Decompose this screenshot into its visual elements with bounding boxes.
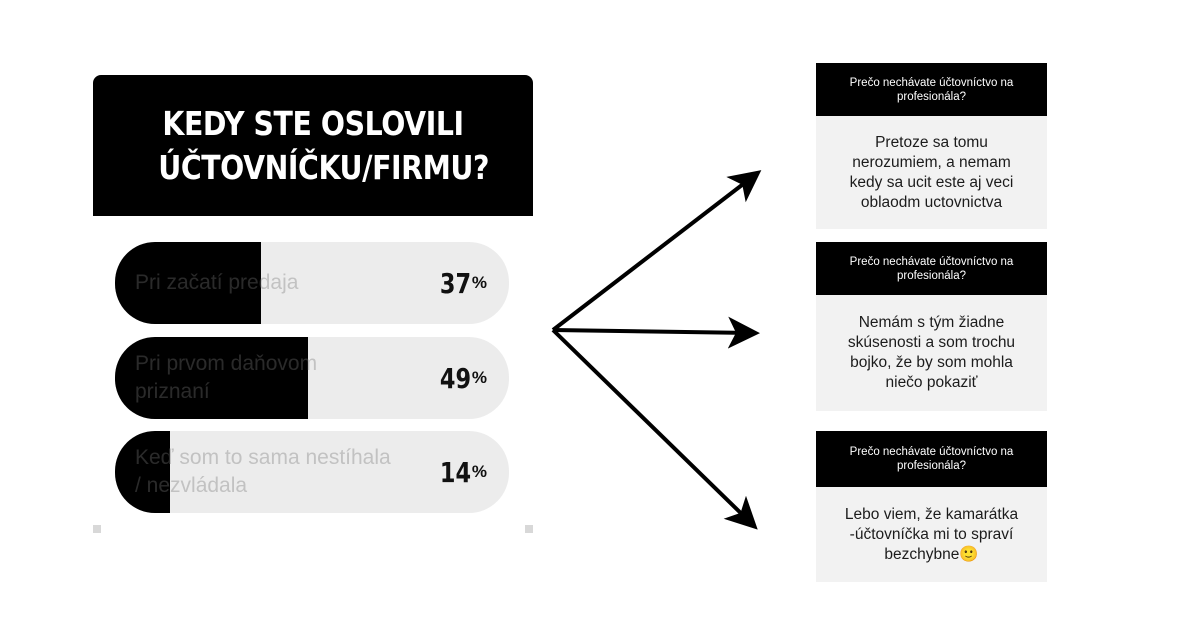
poll-title: KEDY STE OSLOVILI ÚČTOVNÍČKU/FIRMU?: [158, 103, 490, 187]
answer-text: Lebo viem, že kamarátka -účtovníčka mi to spraví bezchybne🙂: [816, 487, 1047, 582]
answer-text: Nemám s tým žiadne skúsenosti a som trochu bojko, že by som mohla niečo pokaziť: [816, 295, 1047, 411]
answer-question: Prečo nechávate účtovníctvo na profesionála?: [816, 431, 1047, 487]
answer-card-3[interactable]: [816, 431, 1047, 582]
answer-text: Pretoze sa tomu nerozumiem, a nemam kedy sa ucit este aj veci oblaodm uctovnictva: [816, 116, 1047, 229]
arrow-to-answer-2: [553, 330, 752, 333]
answer-question: Prečo nechávate účtovníctvo na profesionála?: [816, 63, 1047, 116]
arrow-to-answer-1: [553, 175, 755, 330]
answer-card-2[interactable]: [816, 242, 1047, 411]
arrow-to-answer-3: [553, 330, 752, 524]
poll-option-percent: 49 %: [439, 361, 487, 395]
answer-question: Prečo nechávate účtovníctvo na profesionála?: [816, 242, 1047, 295]
poll-option-percent: 14 %: [439, 455, 487, 489]
answer-card-1[interactable]: [816, 63, 1047, 229]
poll-option-label: Pri prvom daňovom priznaní: [135, 352, 318, 403]
poll-option-label: Pri začatí predaja: [135, 271, 299, 294]
poll-option-label: Keď som to sama nestíhala / nezvládala: [135, 446, 391, 497]
poll-option-percent: 37 %: [439, 266, 487, 300]
